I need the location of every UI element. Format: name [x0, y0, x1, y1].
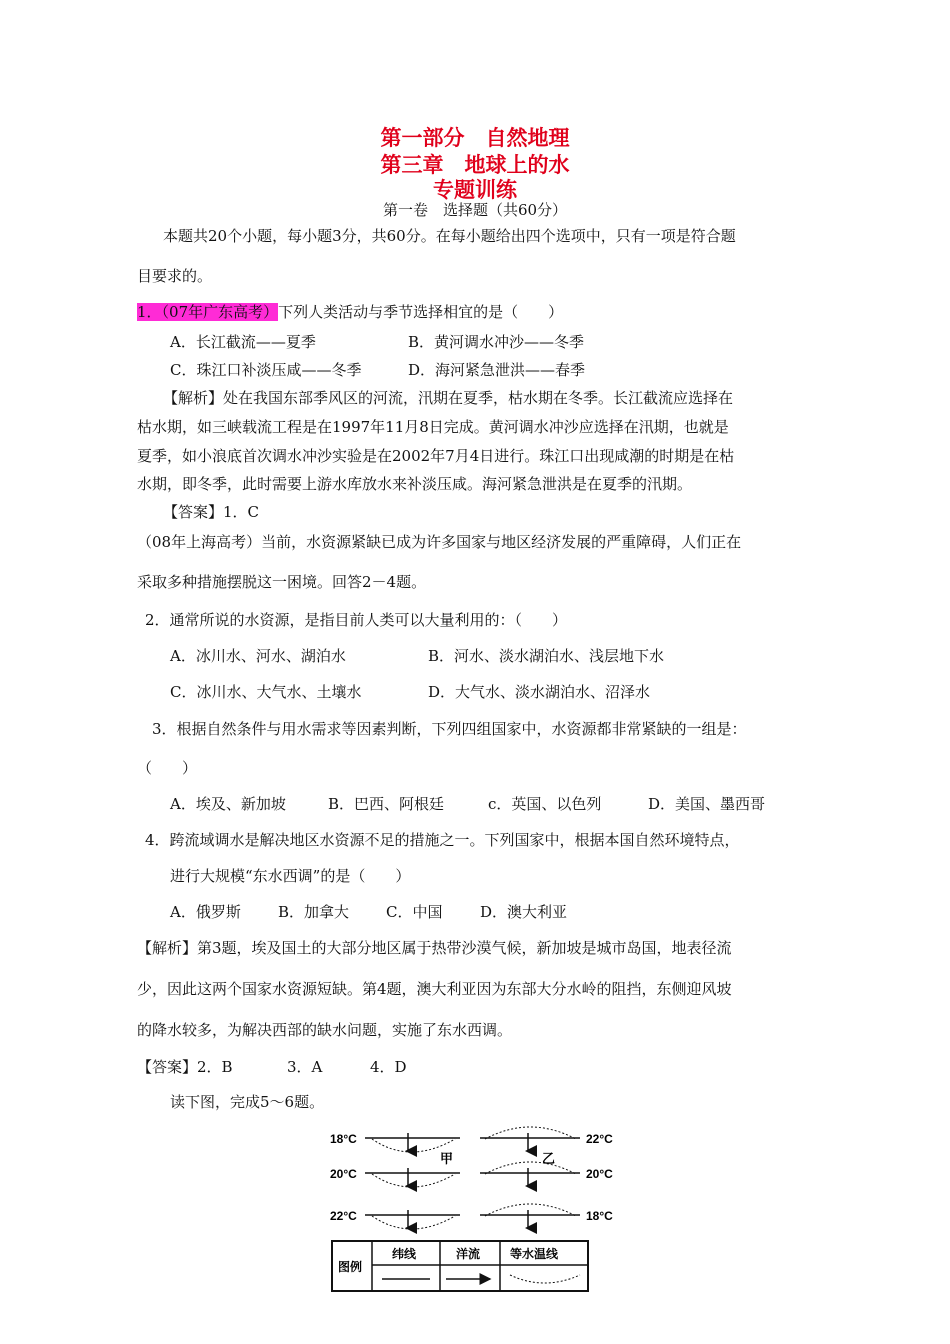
left-label-2: 20°C	[330, 1167, 357, 1181]
q4-stem-2: 进行大规模“东水西调”的是（ ）	[170, 867, 411, 885]
ocean-current-diagram	[330, 1125, 620, 1295]
part-title: 第一部分 自然地理	[380, 126, 570, 150]
isotherm-curve	[485, 1162, 576, 1174]
q2-option-d: D．大气水、淡水湖泊水、沼泽水	[428, 683, 651, 701]
q2-option-a: A．冰川水、河水、湖泊水	[170, 647, 346, 665]
q1-option-c: C．珠江口补淡压咸——冬季	[170, 361, 362, 379]
ocean-current-figure	[330, 1125, 620, 1295]
yi-label: 乙	[542, 1152, 556, 1167]
q3-option-d: D．美国、墨西哥	[648, 795, 766, 813]
q3-option-a: A．埃及、新加坡	[170, 795, 286, 813]
right-panel	[480, 1127, 613, 1228]
isotherm-curve	[485, 1127, 576, 1139]
intro-line-2: 目要求的。	[137, 267, 213, 285]
q3-option-b: B．巴西、阿根廷	[328, 795, 445, 813]
jia-label: 甲	[440, 1152, 454, 1167]
isotherm-curve	[372, 1139, 455, 1152]
q1-analysis-2: 枯水期，如三峡载流工程是在1997年11月8日完成。黄河调水冲沙应选择在汛期，也就是	[137, 418, 729, 436]
q4-option-a: A．俄罗斯	[170, 903, 241, 921]
q1-answer: 【答案】1．C	[163, 503, 260, 521]
legend-table	[332, 1241, 588, 1291]
q3-paren: （ ）	[137, 759, 198, 777]
legend-current: 洋流	[456, 1247, 481, 1261]
group-intro-2: 采取多种措施摆脱这一困境。回答2－4题。	[137, 573, 427, 591]
training-title: 专题训练	[433, 178, 517, 202]
legend-latitude: 纬线	[392, 1247, 417, 1261]
q1-stem	[137, 302, 563, 322]
read-figure-prompt: 读下图，完成5～6题。	[170, 1093, 325, 1111]
q4-stem: 4．跨流域调水是解决地区水资源不足的措施之一。下列国家中，根据本国自然环境特点，	[145, 831, 740, 849]
section-heading: 第一卷 选择题（共60分）	[382, 201, 568, 219]
intro-line-1: 本题共20个小题，每小题3分，共60分。在每小题给出四个选项中，只有一项是符合题	[163, 227, 736, 245]
q1-source-highlight: 1．（07年广东高考）	[137, 303, 279, 321]
legend-title: 图例	[338, 1260, 363, 1274]
right-label-3: 18°C	[586, 1209, 613, 1223]
right-label-2: 20°C	[586, 1167, 613, 1181]
left-panel	[330, 1132, 460, 1229]
chapter-title: 第三章 地球上的水	[380, 153, 570, 177]
q3-option-c: c．英国、以色列	[488, 795, 602, 813]
q1-stem-text: 下列人类活动与季节选择相宜的是（ ）	[278, 303, 564, 321]
analysis2-line-1: 【解析】第3题，埃及国土的大部分地区属于热带沙漠气候，新加坡是城市岛国，地表径流	[137, 939, 732, 957]
q1-option-d: D．海河紧急泄洪——春季	[408, 361, 586, 379]
q4-option-d: D．澳大利亚	[480, 903, 568, 921]
group-intro-1: （08年上海高考）当前，水资源紧缺已成为许多国家与地区经济发展的严重障碍，人们正在	[137, 533, 742, 551]
analysis2-line-3: 的降水较多，为解决西部的缺水问题，实施了东水西调。	[137, 1021, 513, 1039]
q1-analysis-4: 水期，即冬季，此时需要上游水库放水来补淡压咸。海河紧急泄洪是在夏季的汛期。	[137, 475, 693, 493]
q1-option-b: B．黄河调水冲沙——冬季	[408, 333, 585, 351]
q2-stem: 2．通常所说的水资源，是指目前人类可以大量利用的：（ ）	[145, 611, 568, 629]
right-label-1: 22°C	[586, 1132, 613, 1146]
q3-stem: 3．根据自然条件与用水需求等因素判断，下列四组国家中，水资源都非常紧缺的一组是：	[152, 720, 747, 738]
isotherm-curve	[372, 1216, 455, 1229]
q4-option-b: B．加拿大	[278, 903, 350, 921]
q1-analysis-3: 夏季，如小浪底首次调水冲沙实验是在2002年7月4日进行。珠江口出现咸潮的时期是在枯	[137, 447, 735, 465]
q1-analysis-1: 【解析】处在我国东部季风区的河流，汛期在夏季，枯水期在冬季。长江截流应选择在	[163, 389, 734, 407]
q1-option-a: A．长江截流——夏季	[170, 333, 316, 351]
answer2-q3: 3．A	[287, 1058, 323, 1076]
answer2-q4: 4．D	[370, 1058, 407, 1076]
legend-isotherm-symbol	[510, 1275, 580, 1283]
q2-option-b: B．河水、淡水湖泊水、浅层地下水	[428, 647, 665, 665]
left-label-3: 22°C	[330, 1209, 357, 1223]
answer2-q2: 【答案】2．B	[137, 1058, 233, 1076]
analysis2-line-2: 少，因此这两个国家水资源短缺。第4题，澳大利亚因为东部大分水岭的阻挡，东侧迎风坡	[137, 980, 732, 998]
isotherm-curve	[372, 1174, 455, 1187]
legend-isotherm: 等水温线	[510, 1247, 559, 1261]
q4-option-c: C．中国	[386, 903, 443, 921]
q2-option-c: C．冰川水、大气水、土壤水	[170, 683, 362, 701]
isotherm-curve	[485, 1204, 576, 1216]
left-label-1: 18°C	[330, 1132, 357, 1146]
